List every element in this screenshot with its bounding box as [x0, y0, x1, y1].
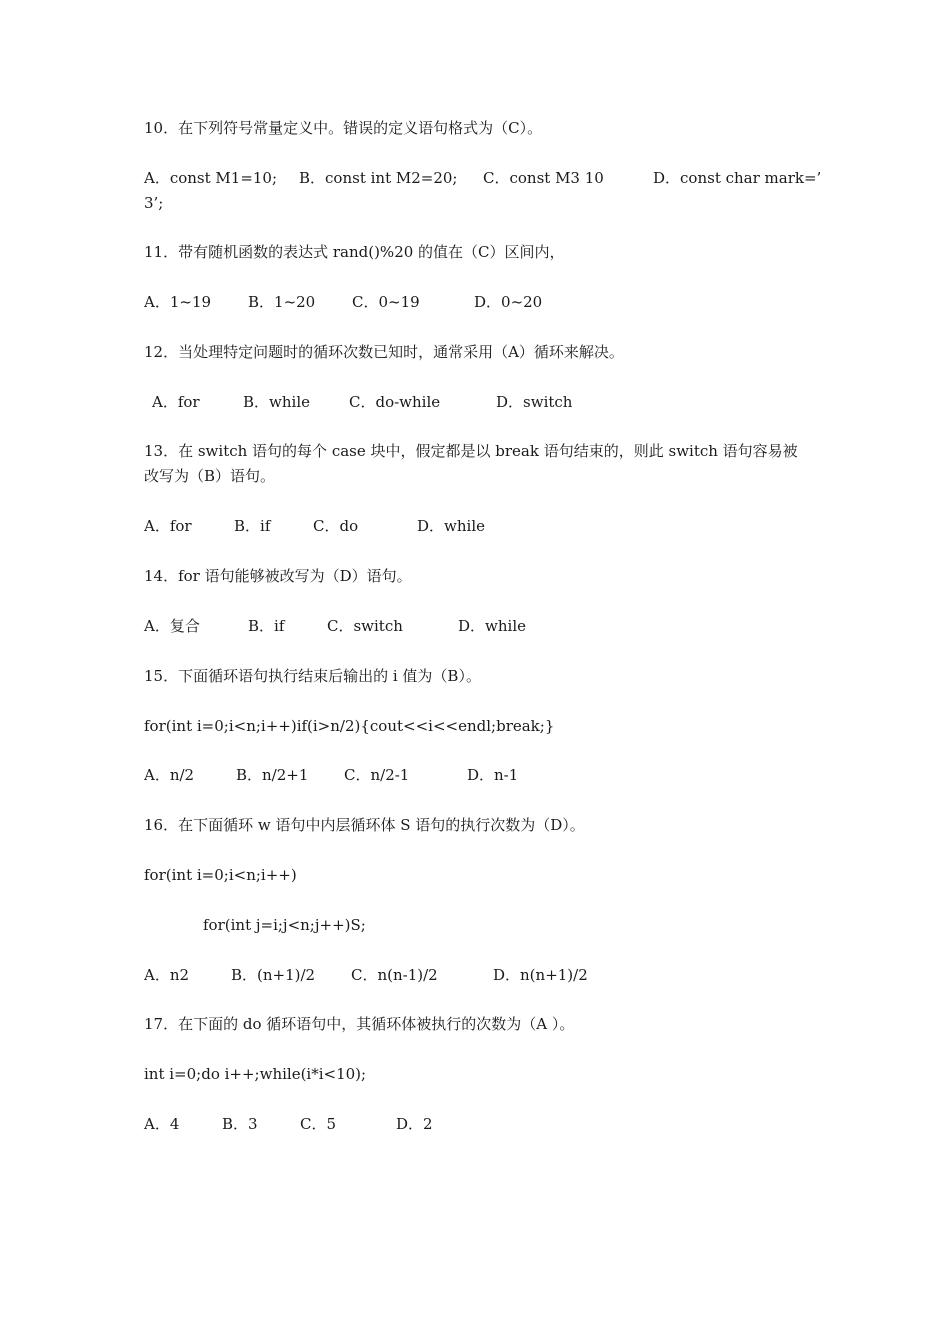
- question-14-option-b: B．if: [248, 617, 285, 635]
- question-10-option-d: D．const char mark=’: [653, 169, 822, 187]
- question-15-stem: 15．下面循环语句执行结束后输出的 i 值为（B）。: [144, 667, 481, 685]
- question-12-option-d: D．switch: [496, 393, 573, 411]
- question-14-stem: 14．for 语句能够被改写为（D）语句。: [144, 567, 412, 585]
- question-17-option-d: D．2: [396, 1115, 433, 1133]
- question-12-option-a: A．for: [152, 393, 200, 411]
- question-17-option-b: B．3: [222, 1115, 258, 1133]
- question-11-option-d: D．0~20: [474, 293, 543, 311]
- question-10-stem: 10．在下列符号常量定义中。错误的定义语句格式为（C）。: [144, 119, 543, 137]
- question-15-option-b: B．n/2+1: [236, 766, 309, 784]
- question-11-option-a: A．1~19: [144, 293, 212, 311]
- question-13-option-a: A．for: [144, 517, 192, 535]
- question-12-stem: 12．当处理特定问题时的循环次数已知时，通常采用（A）循环来解决。: [144, 343, 624, 361]
- question-10-option-b: B．const int M2=20;: [299, 169, 458, 187]
- question-16-option-c: C．n(n-1)/2: [351, 966, 438, 984]
- question-10-option-d-continued: 3’;: [144, 194, 164, 212]
- question-17-option-a: A．4: [144, 1115, 180, 1133]
- question-14-option-a: A．复合: [144, 617, 200, 635]
- question-16-option-a: A．n2: [144, 966, 190, 984]
- question-16-code-outer: for(int i=0;i<n;i++): [144, 866, 297, 884]
- question-16-option-d: D．n(n+1)/2: [493, 966, 588, 984]
- question-16-option-b: B．(n+1)/2: [231, 966, 316, 984]
- question-16-code-inner: for(int j=i;j<n;j++)S;: [203, 916, 366, 934]
- question-13-option-d: D．while: [417, 517, 485, 535]
- question-16-stem: 16．在下面循环 w 语句中内层循环体 S 语句的执行次数为（D）。: [144, 816, 585, 834]
- question-10-option-a: A．const M1=10;: [144, 169, 278, 187]
- question-10-option-c: C．const M3 10: [483, 169, 604, 187]
- question-14-option-c: C．switch: [327, 617, 403, 635]
- question-11-option-c: C．0~19: [352, 293, 420, 311]
- question-13-option-c: C．do: [313, 517, 359, 535]
- question-15-option-a: A．n/2: [144, 766, 195, 784]
- question-15-option-c: C．n/2-1: [344, 766, 410, 784]
- question-17-code: int i=0;do i++;while(i*i<10);: [144, 1065, 367, 1083]
- question-11-option-b: B．1~20: [248, 293, 316, 311]
- question-11-stem: 11．带有随机函数的表达式 rand()%20 的值在（C）区间内，: [144, 243, 565, 261]
- question-17-option-c: C．5: [300, 1115, 337, 1133]
- question-13-option-b: B．if: [234, 517, 271, 535]
- question-13-stem: 13．在 switch 语句的每个 case 块中，假定都是以 break 语句结束的，则此 switch 语句容易被改写为（B）语句。: [144, 442, 798, 485]
- question-17-stem: 17．在下面的 do 循环语句中，其循环体被执行的次数为（A ）。: [144, 1015, 575, 1033]
- question-15-code: for(int i=0;i<n;i++)if(i>n/2){cout<<i<<endl;break;}: [144, 717, 555, 735]
- question-14-option-d: D．while: [458, 617, 526, 635]
- question-12-option-c: C．do-while: [349, 393, 441, 411]
- question-12-option-b: B．while: [243, 393, 310, 411]
- question-15-option-d: D．n-1: [467, 766, 519, 784]
